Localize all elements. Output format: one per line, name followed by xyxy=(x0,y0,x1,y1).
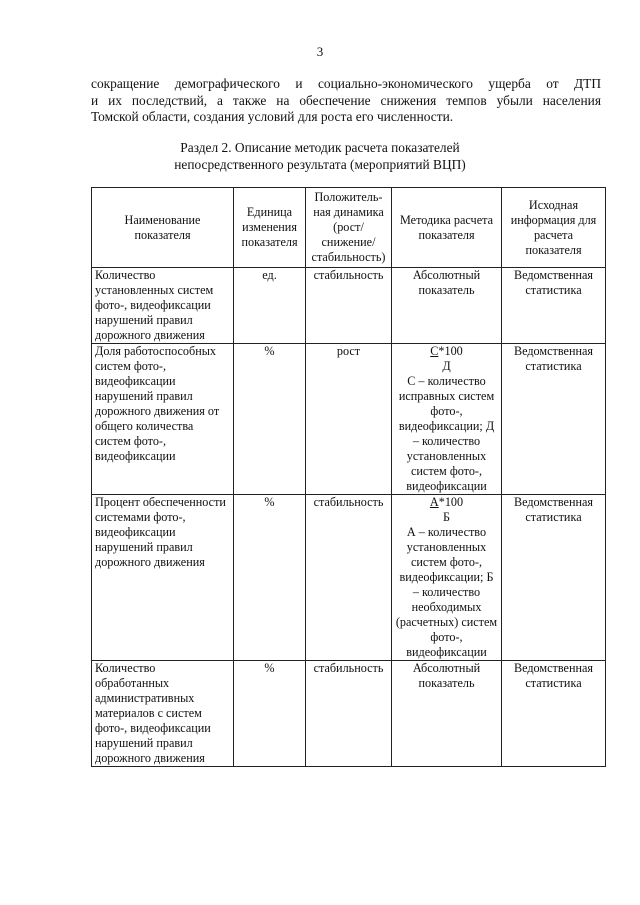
table-row xyxy=(92,344,606,495)
intro-paragraph xyxy=(91,76,601,126)
formula-denominator: Д xyxy=(442,359,451,373)
formula-multiplier: *100 xyxy=(438,344,463,358)
cell-name: Количество обработанных административных материалов с систем фото-, видеофиксации нарушений правил дорожного движения xyxy=(92,661,234,767)
intro-line-2: и их последствий, а также на обеспечение снижения темпов убыли населения xyxy=(91,92,601,108)
table-row xyxy=(92,268,606,344)
header-method: Методика расчета показателя xyxy=(392,188,502,268)
formula-multiplier: *100 xyxy=(438,495,464,509)
cell-source: Ведомственная статистика xyxy=(502,495,606,661)
cell-unit: % xyxy=(234,344,306,495)
header-source: Исходная информация для расчета показателя xyxy=(502,188,606,268)
formula-description: С – количество исправных систем фото-, видеофиксации; Д – количество установленных систем фото-, видеофиксации xyxy=(398,374,495,493)
formula-numerator: А xyxy=(429,495,439,509)
cell-unit: % xyxy=(234,661,306,767)
cell-method: Абсолютный показатель xyxy=(392,268,502,344)
section-title-line-1: Раздел 2. Описание методик расчета показателей xyxy=(180,140,460,155)
table-row xyxy=(92,661,606,767)
formula-description: А – количество установленных систем фото-, видеофиксации; Б – количество необходимых (расчетных) систем фото-, видеофиксации xyxy=(395,525,498,659)
cell-unit: % xyxy=(234,495,306,661)
header-dynamics: Положитель-ная динамика (рост/ снижение/ стабильность) xyxy=(306,188,392,268)
formula-denominator: Б xyxy=(443,510,450,524)
cell-source: Ведомственная статистика xyxy=(502,344,606,495)
indicators-table xyxy=(91,187,606,767)
formula-numerator: С xyxy=(430,344,439,358)
cell-method xyxy=(392,495,502,661)
formula xyxy=(395,344,498,359)
section-title xyxy=(0,140,640,173)
cell-source: Ведомственная статистика xyxy=(502,268,606,344)
header-name: Наименование показателя xyxy=(92,188,234,268)
formula xyxy=(395,495,498,510)
header-unit: Единица изменения показателя xyxy=(234,188,306,268)
cell-name: Процент обеспеченности системами фото-, видеофиксации нарушений правил дорожного движения xyxy=(92,495,234,661)
cell-method: Абсолютный показатель xyxy=(392,661,502,767)
cell-name: Доля работоспособных систем фото-, видеофиксации нарушений правил дорожного движения от общего количества систем фото-, видеофиксации xyxy=(92,344,234,495)
cell-unit: ед. xyxy=(234,268,306,344)
cell-dynamics: стабильность xyxy=(306,661,392,767)
intro-line-3: Томской области, создания условий для роста его численности. xyxy=(91,109,454,124)
cell-dynamics: стабильность xyxy=(306,495,392,661)
table-header-row xyxy=(92,188,606,268)
cell-source: Ведомственная статистика xyxy=(502,661,606,767)
cell-name: Количество установленных систем фото-, видеофиксации нарушений правил дорожного движения xyxy=(92,268,234,344)
table-row xyxy=(92,495,606,661)
intro-line-1: сокращение демографического и социально-экономического ущерба от ДТП xyxy=(91,76,601,91)
cell-method xyxy=(392,344,502,495)
section-title-line-2: непосредственного результата (мероприятий ВЦП) xyxy=(174,156,466,172)
page-number: 3 xyxy=(316,44,324,59)
cell-dynamics: рост xyxy=(306,344,392,495)
cell-dynamics: стабильность xyxy=(306,268,392,344)
